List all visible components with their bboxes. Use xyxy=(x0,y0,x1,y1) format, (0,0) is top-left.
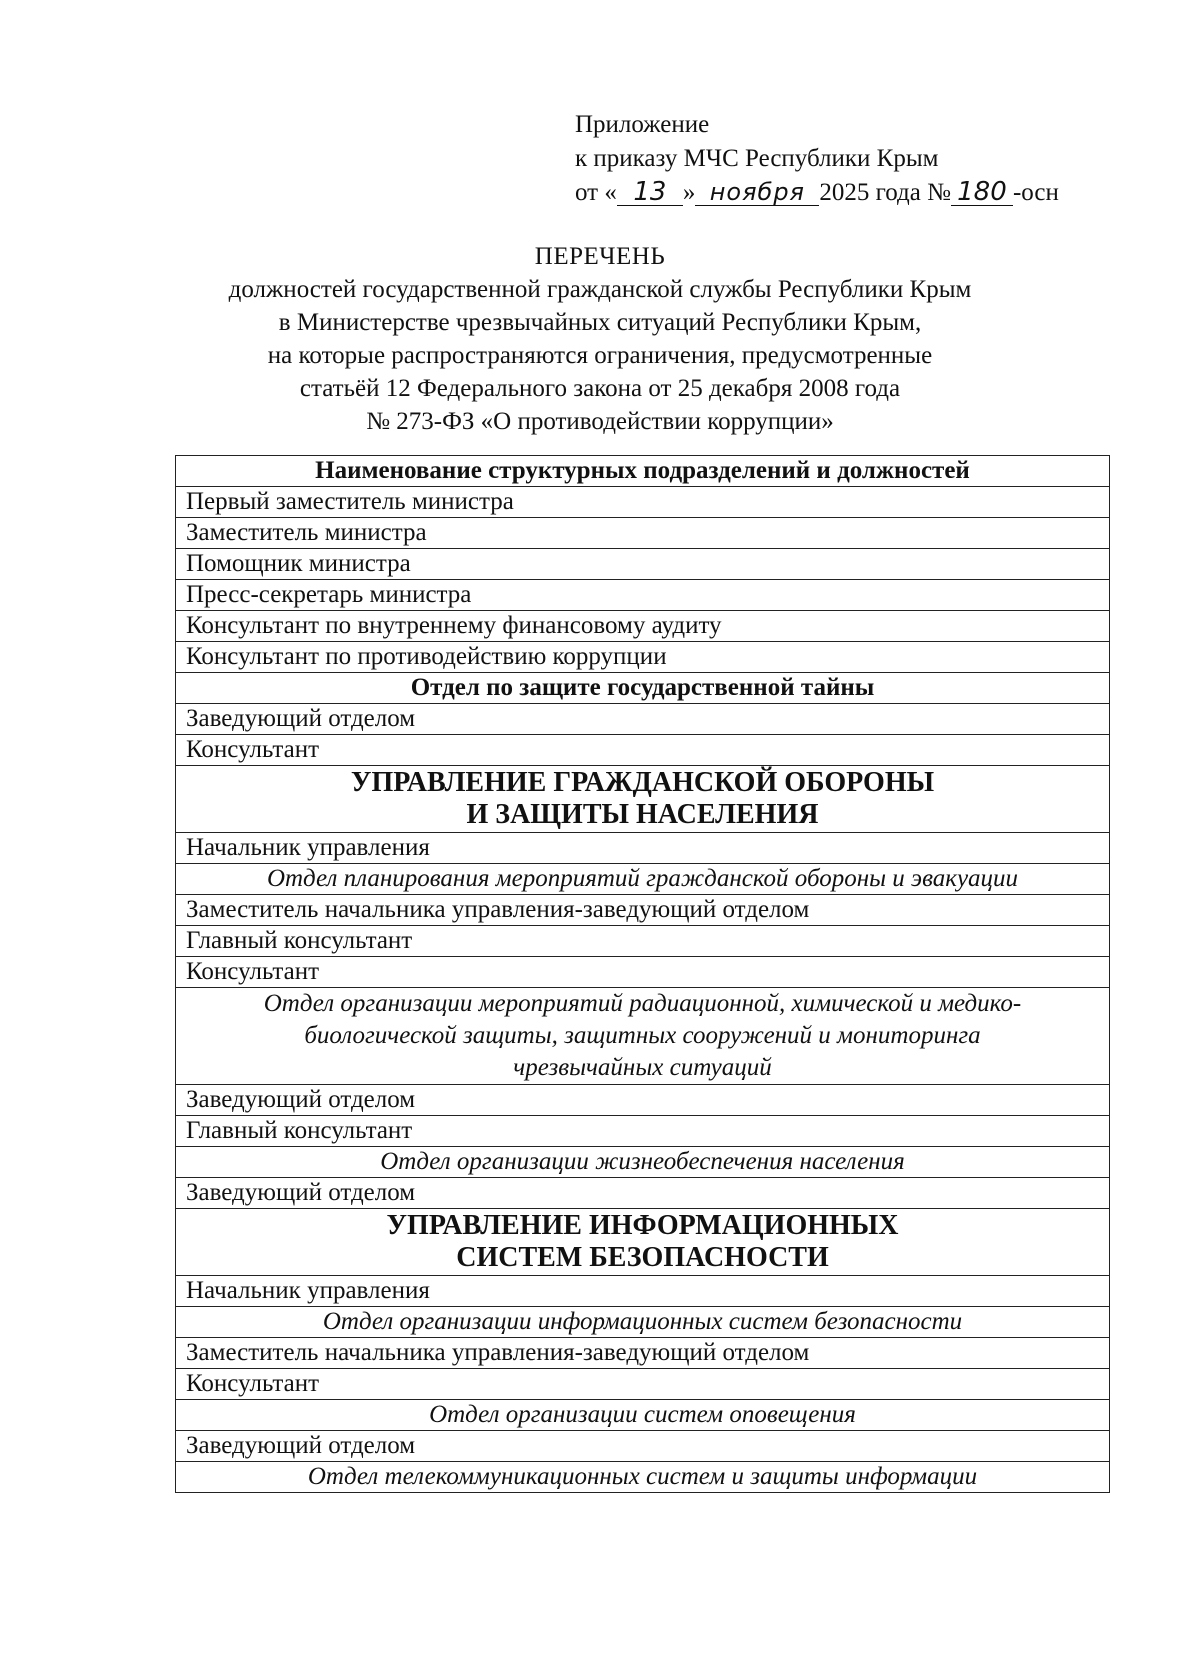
position-cell: Заместитель начальника управления-заведующий отделом xyxy=(176,1338,1110,1369)
position-cell: Заместитель начальника управления-заведующий отделом xyxy=(176,895,1110,926)
position-cell: Консультант xyxy=(176,957,1110,988)
position-cell: Главный консультант xyxy=(176,1116,1110,1147)
table-row xyxy=(176,1369,1110,1400)
document-title xyxy=(0,240,1200,438)
table-row xyxy=(176,833,1110,864)
table-row xyxy=(176,487,1110,518)
title-line-text: Отдел планирования мероприятий гражданской обороны и эвакуации xyxy=(266,865,1019,892)
title-line-text: УПРАВЛЕНИЕ ГРАЖДАНСКОЙ ОБОРОНЫ xyxy=(350,767,935,798)
department-row xyxy=(176,1147,1110,1178)
division-title-cell xyxy=(176,1209,1110,1276)
department-title-cell xyxy=(176,1400,1110,1431)
table-row xyxy=(176,642,1110,673)
position-cell: Заведующий отделом xyxy=(176,1085,1110,1116)
table-row xyxy=(176,580,1110,611)
title-line-text: И ЗАЩИТЫ НАСЕЛЕНИЯ xyxy=(466,799,819,830)
division-row xyxy=(176,1209,1110,1276)
year-text: 2025 года № xyxy=(819,179,951,206)
title-line: на которые распространяются ограничения, предусмотренные xyxy=(267,342,933,369)
table-row xyxy=(176,549,1110,580)
title-line: в Министерстве чрезвычайных ситуаций Республики Крым, xyxy=(278,309,922,336)
position-cell: Помощник министра xyxy=(176,549,1110,580)
handwritten-month: ноября xyxy=(695,179,819,206)
appendix-block xyxy=(575,108,1059,210)
division-row xyxy=(176,766,1110,833)
handwritten-day: 13 xyxy=(617,179,683,206)
position-cell: Первый заместитель министра xyxy=(176,487,1110,518)
department-row xyxy=(176,1400,1110,1431)
department-row xyxy=(176,864,1110,895)
position-cell: Начальник управления xyxy=(176,1276,1110,1307)
department-title-cell xyxy=(176,1462,1110,1493)
title-line-text: Отдел организации жизнеобеспечения населения xyxy=(380,1148,905,1175)
title-heading: ПЕРЕЧЕНЬ xyxy=(534,243,666,270)
title-line: статьёй 12 Федерального закона от 25 декабря 2008 года xyxy=(299,375,901,402)
position-cell: Заместитель министра xyxy=(176,518,1110,549)
section-row xyxy=(176,673,1110,704)
department-row xyxy=(176,1307,1110,1338)
table-row xyxy=(176,1276,1110,1307)
appendix-label: Приложение xyxy=(575,111,710,138)
table-row xyxy=(176,1338,1110,1369)
table-header-cell: Наименование структурных подразделений и должностей xyxy=(176,456,1110,487)
appendix-date-line xyxy=(575,176,1059,210)
table-row xyxy=(176,518,1110,549)
title-line-text: Отдел организации мероприятий радиационной, химической и медико- xyxy=(263,990,1022,1017)
division-title-cell xyxy=(176,766,1110,833)
title-line: должностей государственной гражданской службы Республики Крым xyxy=(228,276,972,303)
table-row xyxy=(176,735,1110,766)
title-line-text: чрезвычайных ситуаций xyxy=(513,1054,772,1081)
position-cell: Консультант по внутреннему финансовому аудиту xyxy=(176,611,1110,642)
table-row xyxy=(176,1116,1110,1147)
appendix-order-ref: к приказу МЧС Республики Крым xyxy=(575,145,939,172)
section-title-cell: Отдел по защите государственной тайны xyxy=(176,673,1110,704)
table-row xyxy=(176,1085,1110,1116)
position-cell: Консультант xyxy=(176,1369,1110,1400)
position-cell: Начальник управления xyxy=(176,833,1110,864)
title-line-text: СИСТЕМ БЕЗОПАСНОСТИ xyxy=(456,1242,829,1273)
position-cell: Заведующий отделом xyxy=(176,1178,1110,1209)
title-line-text: биологической защиты, защитных сооружений и мониторинга xyxy=(304,1022,981,1049)
title-line-text: Отдел организации систем оповещения xyxy=(429,1401,856,1428)
month-separator: » xyxy=(682,179,696,206)
table-row xyxy=(176,1431,1110,1462)
table-row xyxy=(176,611,1110,642)
department-title-cell xyxy=(176,988,1110,1085)
title-line-text: Отдел организации информационных систем безопасности xyxy=(322,1308,963,1335)
table-row xyxy=(176,704,1110,735)
table-header-row xyxy=(176,456,1110,487)
department-title-cell xyxy=(176,1147,1110,1178)
order-suffix: -осн xyxy=(1012,179,1059,206)
table-row xyxy=(176,957,1110,988)
department-title-cell xyxy=(176,1307,1110,1338)
department-title-cell xyxy=(176,864,1110,895)
position-cell: Консультант по противодействию коррупции xyxy=(176,642,1110,673)
department-row xyxy=(176,988,1110,1085)
handwritten-order-number: 180 xyxy=(951,179,1013,206)
position-cell: Главный консультант xyxy=(176,926,1110,957)
position-cell: Консультант xyxy=(176,735,1110,766)
table-row xyxy=(176,1178,1110,1209)
department-row xyxy=(176,1462,1110,1493)
position-cell: Пресс-секретарь министра xyxy=(176,580,1110,611)
positions-table xyxy=(175,455,1110,1493)
date-prefix: от « xyxy=(575,179,617,206)
table-row xyxy=(176,895,1110,926)
table-row xyxy=(176,926,1110,957)
title-line-text: УПРАВЛЕНИЕ ИНФОРМАЦИОННЫХ xyxy=(386,1210,899,1241)
title-line: № 273-ФЗ «О противодействии коррупции» xyxy=(366,408,834,435)
position-cell: Заведующий отделом xyxy=(176,1431,1110,1462)
position-cell: Заведующий отделом xyxy=(176,704,1110,735)
title-line-text: Отдел телекоммуникационных систем и защиты информации xyxy=(307,1463,978,1490)
